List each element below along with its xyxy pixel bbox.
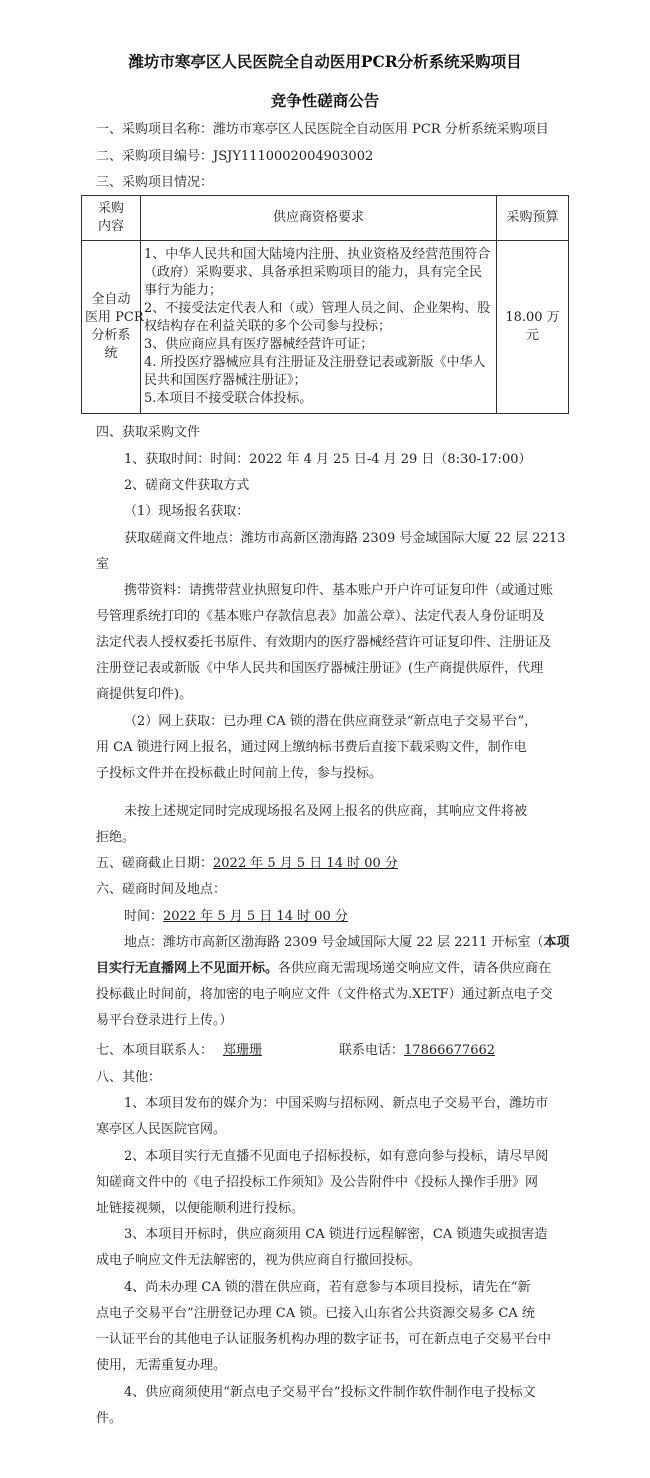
- meeting-place-line: 易平台登录进行上传。）: [96, 1013, 233, 1028]
- other-item-line: 使用，无需重复办理。: [96, 1358, 227, 1373]
- online-line: 子投标文件并在投标截止时间前上传，参与投标。: [96, 766, 383, 781]
- section6-heading: 六、磋商时间及地点：: [96, 882, 227, 897]
- phone-value: 17866677662: [404, 1043, 496, 1058]
- other-item-line: 一认证平台的其他电子认证服务机构办理的数字证书，可在新点电子交易平台中: [96, 1332, 552, 1347]
- meeting-place: [124, 934, 570, 952]
- table-row: [82, 241, 569, 414]
- requirement-line: 5.本项目不接受联合体投标。: [144, 391, 313, 406]
- meeting-place-bold: 目实行无直播网上不见面开标。: [96, 961, 279, 976]
- meeting-place-line: 投标截止时间前，将加密的电子响应文件（文件格式为.XETF）通过新点电子交: [96, 987, 553, 1002]
- other-item-line: 4、尚未办理 CA 锁的潜在供应商，若有意参与本项目投标，请先在“新: [124, 1280, 531, 1295]
- contact-line: [96, 1042, 501, 1060]
- deadline: [96, 855, 398, 873]
- other-item-line: 点电子交易平台”注册登记办理 CA 锁。已接入山东省公共资源交易多 CA 统: [96, 1306, 535, 1321]
- onsite-heading: （1）现场报名获取：: [124, 504, 250, 519]
- other-item-line: 2、本项目实行无直播不见面电子招标投标，如有意向参与投标，请尽早阅: [124, 1149, 549, 1164]
- meeting-place-bold: 本项: [543, 935, 570, 950]
- header-budget-cell: 采购预算: [497, 196, 569, 241]
- contact-name: 郑珊珊: [223, 1043, 263, 1058]
- meeting-place-rest: 各供应商无需现场递交响应文件，请各供应商在: [278, 961, 552, 976]
- requirement-line: （政府）采购要求、具备承担采购项目的能力，具有完全民: [144, 265, 483, 280]
- deadline-label: 五、磋商截止日期：: [96, 856, 214, 871]
- requirement-line: 权结构存在利益关联的多个公司参与投标；: [144, 319, 392, 334]
- reject-line: 未按上述规定同时完成现场报名及网上报名的供应商，其响应文件将被: [124, 804, 528, 819]
- meeting-time-value: 2022 年 5 月 5 日 14 时 00 分: [163, 909, 348, 924]
- acquisition-method: 2、磋商文件获取方式: [124, 478, 250, 493]
- project-name: 一、采购项目名称：潍坊市寒亭区人民医院全自动医用 PCR 分析系统采购项目: [96, 122, 549, 137]
- other-item-line: 知磋商文件中的《电子招投标工作须知》及公告附件中《投标人操作手册》网: [96, 1175, 539, 1190]
- other-item-line: 1、本项目发布的媒介为：中国采购与招标网、新点电子交易平台，潍坊市: [124, 1096, 549, 1111]
- online-line: 用 CA 锁进行网上报名，通过网上缴纳标书费后直接下载采购文件，制作电: [96, 740, 527, 755]
- section4-heading: 四、获取采购文件: [96, 425, 201, 440]
- requirement-line: 1、中华人民共和国大陆境内注册、执业资格及经营范围符合: [144, 247, 491, 262]
- header-content-line: 采购: [97, 201, 124, 216]
- document-title-line2: 竞争性磋商公告: [270, 91, 380, 110]
- other-item-line: 寒亭区人民医院官网。: [96, 1122, 227, 1137]
- row-requirements-cell: [141, 241, 497, 414]
- other-item-line: 4、供应商须使用“新点电子交易平台”投标文件制作软件制作电子投标文: [124, 1385, 536, 1400]
- online-line: （2）网上获取：已办理 CA 锁的潜在供应商登录“新点电子交易平台”，: [124, 714, 538, 729]
- other-item-line: 成电子响应文件无法解密的，视为供应商自行撤回投标。: [96, 1253, 422, 1268]
- requirement-line: 2、不接受法定代表人和（或）管理人员之间、企业架构、股: [144, 301, 491, 316]
- requirement-line: 民共和国医疗器械注册证》；: [144, 373, 307, 388]
- table-header-row: [82, 196, 569, 241]
- phone-label: 联系电话：: [339, 1043, 405, 1058]
- requirement-line: 事行为能力；: [144, 283, 223, 298]
- meeting-time: [124, 908, 348, 926]
- header-requirements-cell: 供应商资格要求: [141, 196, 497, 241]
- document-title-line1: 潍坊市寒亭区人民医院全自动医用PCR分析系统采购项目: [128, 52, 522, 71]
- header-content-cell: [82, 196, 141, 241]
- materials-line: 注册登记表或新版《中华人民共和国医疗器械注册证》(生产商提供原件，代理: [96, 661, 544, 676]
- other-item-line: 件。: [96, 1411, 123, 1426]
- requirements-table: [81, 195, 569, 414]
- materials-line: 法定代表人授权委托书原件、有效期内的医疗器械经营许可证复印件、注册证及: [96, 635, 552, 650]
- project-situation-heading: 三、采购项目情况：: [96, 175, 214, 190]
- content-line: 统: [104, 346, 118, 361]
- content-line: 分析系: [91, 328, 131, 343]
- meeting-time-label: 时间：: [124, 909, 164, 924]
- meeting-place-line: [96, 960, 551, 978]
- other-item-line: 址链接视频，以便能顺利进行投标。: [96, 1201, 305, 1216]
- materials-line: 商提供复印件)。: [96, 687, 193, 702]
- project-number: 二、采购项目编号：JSJY1110002004903002: [96, 149, 374, 164]
- materials-line: 携带资料：请携带营业执照复印件、基本账户开户许可证复印件（或通过账: [124, 583, 554, 598]
- location-line: 获取磋商文件地点：潍坊市高新区渤海路 2309 号金域国际大厦 22 层 2213: [124, 531, 566, 546]
- requirement-line: 3、供应商应具有医疗器械经营许可证；: [144, 337, 374, 352]
- acquisition-time: 1、获取时间：时间：2022 年 4 月 25 日-4 月 29 日（8:30-17:00）: [124, 452, 532, 467]
- reject-line: 拒绝。: [96, 830, 136, 845]
- section8-heading: 八、其他：: [96, 1070, 162, 1085]
- row-budget-cell: 18.00 万元: [497, 241, 569, 414]
- header-content-line: 内容: [97, 219, 124, 234]
- deadline-value: 2022 年 5 月 5 日 14 时 00 分: [213, 856, 398, 871]
- other-item-line: 3、本项目开标时，供应商须用 CA 锁进行远程解密，CA 锁遗失或损害造: [124, 1227, 548, 1242]
- materials-line: 号管理系统打印的《基本账户存款信息表》加盖公章）、法定代表人身份证明及: [96, 609, 545, 624]
- location-line: 室: [96, 557, 110, 572]
- contact-label: 七、本项目联系人：: [96, 1043, 214, 1058]
- requirement-line: 4. 所投医疗器械应具有注册证及注册登记表或新版《中华人: [144, 355, 486, 370]
- meeting-place-prefix: 地点：潍坊市高新区渤海路 2309 号金域国际大厦 22 层 2211 开标室（: [124, 935, 544, 950]
- content-line: 全自动: [91, 292, 131, 307]
- content-line: 医用 PCR: [85, 310, 144, 325]
- row-content-cell: [82, 241, 144, 414]
